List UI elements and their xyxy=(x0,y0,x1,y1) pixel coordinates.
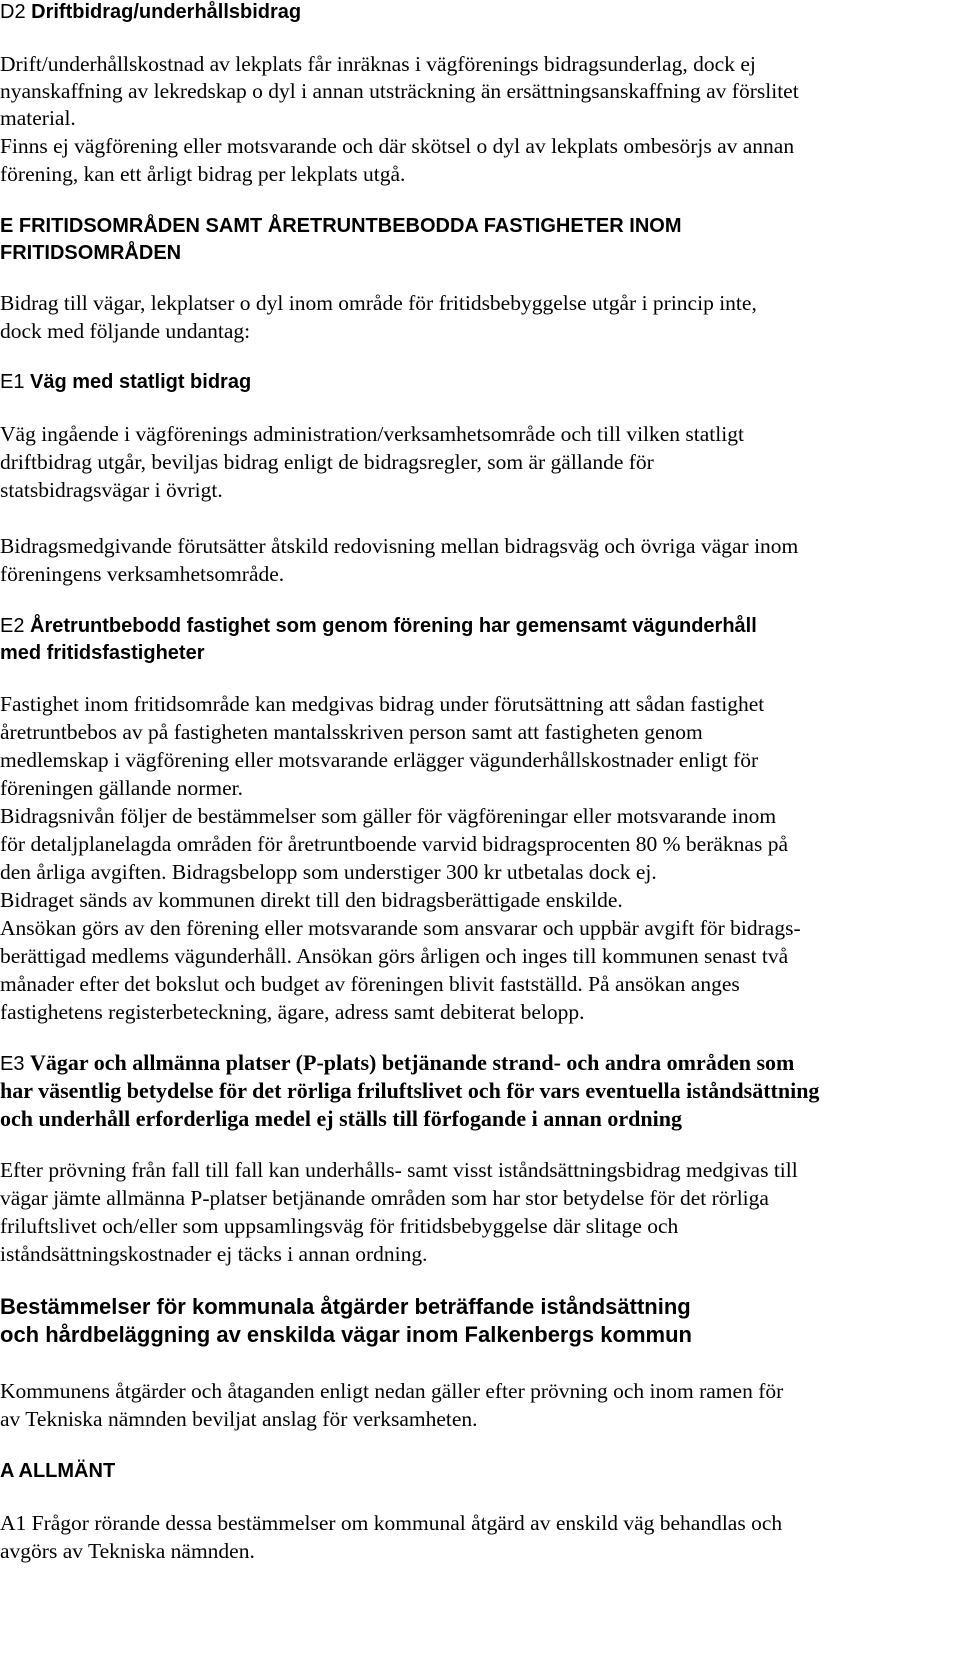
paragraph-line: föreningen gällande normer. xyxy=(0,776,243,800)
paragraph-line: vägar jämte allmänna P-platser betjänande områden som har stor betydelse för det rörliga xyxy=(0,1186,769,1210)
section-e2-number: E2 xyxy=(0,615,31,637)
paragraph-line: Fastighet inom fritidsområde kan medgivas bidrag under förutsättning att sådan fastighet xyxy=(0,692,765,716)
paragraph-line: avgörs av Tekniska nämnden. xyxy=(0,1539,255,1563)
section-e1-title: Väg med statligt bidrag xyxy=(30,371,252,393)
section-e1-heading xyxy=(0,368,251,396)
paragraph-line: Finns ej vägförening eller motsvarande och där skötsel o dyl av lekplats ombesörjs av annan xyxy=(0,134,795,158)
paragraph-line: driftbidrag utgår, beviljas bidrag enligt de bidragsregler, som är gällande för xyxy=(0,450,654,474)
paragraph-line: berättigad medlems vägunderhåll. Ansökan görs årligen och inges till kommunen senast två xyxy=(0,944,789,968)
paragraph-line: iståndsättningskostnader ej täcks i annan ordning. xyxy=(0,1242,428,1266)
paragraph-line: fastighetens registerbeteckning, ägare, adress samt debiterat belopp. xyxy=(0,1000,585,1024)
section-e1-number: E1 xyxy=(0,371,31,393)
heading-line: Åretruntbebodd fastighet som genom förening har gemensamt vägunderhåll xyxy=(30,615,757,637)
heading-line: har väsentlig betydelse för det rörliga friluftslivet och för vars eventuella iståndsättning xyxy=(0,1078,820,1103)
paragraph-line: Väg ingående i vägförenings administration/verksamhetsområde och till vilken statligt xyxy=(0,422,744,446)
paragraph-line: för detaljplanelagda områden för åretruntboende varvid bidragsprocenten 80 % beräknas på xyxy=(0,832,789,856)
paragraph-line: friluftslivet och/eller som uppsamlingsväg för fritidsbebyggelse där slitage och xyxy=(0,1214,679,1238)
section-a-heading: A ALLMÄNT xyxy=(0,1460,116,1482)
heading-line: med fritidsfastigheter xyxy=(0,642,205,664)
heading-line: och hårdbeläggning av enskilda vägar inom Falkenbergs kommun xyxy=(0,1322,692,1347)
paragraph-line: Drift/underhållskostnad av lekplats får inräknas i vägförenings bidragsunderlag, dock ej xyxy=(0,52,756,76)
paragraph-line: Efter prövning från fall till fall kan underhålls- samt visst iståndsättningsbidrag medgivas till xyxy=(0,1158,798,1182)
paragraph-line: föreningens verksamhetsområde. xyxy=(0,562,285,586)
heading-line: E FRITIDSOMRÅDEN SAMT ÅRETRUNTBEBODDA FASTIGHETER INOM xyxy=(0,215,682,237)
heading-line: Vägar och allmänna platser (P-plats) betjänande strand- och andra områden som xyxy=(30,1050,795,1075)
paragraph-line: åretruntbebos av på fastigheten mantalsskriven person samt att fastigheten genom xyxy=(0,720,703,744)
paragraph-line: dock med följande undantag: xyxy=(0,319,251,343)
paragraph-line: månader efter det bokslut och budget av föreningen blivit fastställd. På ansökan anges xyxy=(0,972,740,996)
section-d2-number: D2 xyxy=(0,1,32,23)
heading-line: och underhåll erforderliga medel ej ställs till förfogande i annan ordning xyxy=(0,1106,682,1131)
paragraph-line: statsbidragsvägar i övrigt. xyxy=(0,478,223,502)
section-d2-title: Driftbidrag/underhållsbidrag xyxy=(31,1,302,23)
section-d2-heading xyxy=(0,0,301,26)
paragraph-line: Bidrag till vägar, lekplatser o dyl inom område för fritidsbebyggelse utgår i princip inte, xyxy=(0,291,757,315)
paragraph-line: medlemskap i vägförening eller motsvarande erlägger vägunderhållskostnader enligt för xyxy=(0,748,759,772)
paragraph-line: Bidragsnivån följer de bestämmelser som gäller för vägföreningar eller motsvarande inom xyxy=(0,804,777,828)
paragraph-line: den årliga avgiften. Bidragsbelopp som understiger 300 kr utbetalas dock ej. xyxy=(0,860,657,884)
paragraph-line: Bidragsmedgivande förutsätter åtskild redovisning mellan bidragsväg och övriga vägar inom xyxy=(0,534,799,558)
paragraph-line: Bidraget sänds av kommunen direkt till den bidragsberättigade enskilde. xyxy=(0,888,623,912)
heading-line: Bestämmelser för kommunala åtgärder beträffande iståndsättning xyxy=(0,1294,691,1319)
paragraph-line: Kommunens åtgärder och åtaganden enligt nedan gäller efter prövning och inom ramen för xyxy=(0,1379,784,1403)
heading-line: FRITIDSOMRÅDEN xyxy=(0,242,182,264)
paragraph-line: Ansökan görs av den förening eller motsvarande som ansvarar och uppbär avgift för bidrags- xyxy=(0,916,801,940)
paragraph-line: förening, kan ett årligt bidrag per lekplats utgå. xyxy=(0,162,406,186)
paragraph-line: A1 Frågor rörande dessa bestämmelser om kommunal åtgärd av enskild väg behandlas och xyxy=(0,1511,783,1535)
paragraph-line: material. xyxy=(0,106,76,130)
paragraph-line: av Tekniska nämnden beviljat anslag för verksamheten. xyxy=(0,1407,478,1431)
paragraph-line: nyanskaffning av lekredskap o dyl i annan utsträckning än ersättningsanskaffning av förslitet xyxy=(0,79,799,103)
section-e3-number: E3 xyxy=(0,1053,31,1075)
